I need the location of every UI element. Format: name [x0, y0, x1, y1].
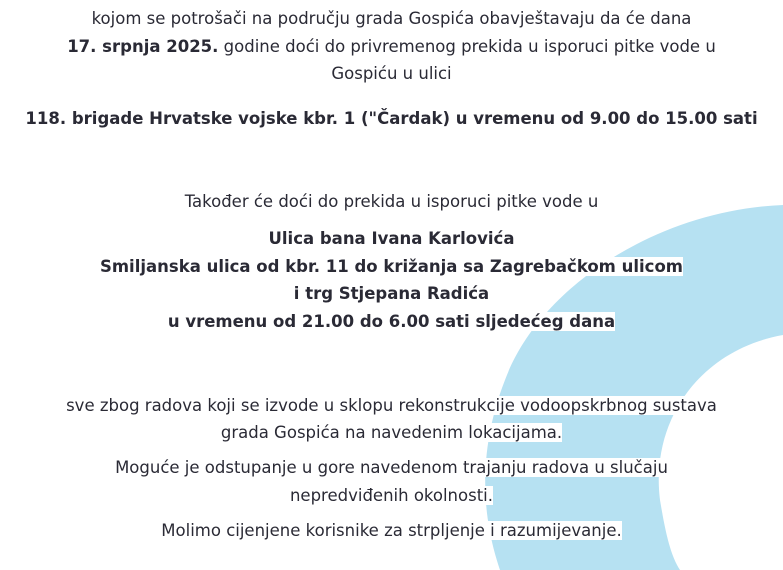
street-1-text: Ulica bana Ivana Karlovića — [268, 229, 515, 248]
deviation-text-2: nepredviđenih okolnosti. — [289, 486, 494, 505]
reason-line-2 — [0, 423, 783, 443]
street-2-text: Smiljanska ulica od kbr. 11 do križanja sa Zagrebačkom ulicom — [99, 257, 683, 276]
intro-text-1: kojom se potrošači na području grada Gospića obavještavaju da će dana — [91, 9, 692, 28]
location-1 — [0, 109, 783, 129]
intro-line-3 — [0, 64, 783, 84]
also-line — [0, 192, 783, 212]
location-1-text: 118. brigade Hrvatske vojske kbr. 1 ("Čardak) u vremenu od 9.00 do 15.00 sati — [25, 109, 758, 128]
street-1 — [0, 229, 783, 249]
reason-line-1 — [0, 396, 783, 416]
street-2 — [0, 257, 783, 277]
street-3-text: i trg Stjepana Radića — [293, 284, 490, 303]
street-time-text: u vremenu od 21.00 do 6.00 sati sljedećeg dana — [167, 312, 616, 331]
also-text: Također će doći do prekida u isporuci pitke vode u — [184, 192, 599, 211]
intro-line-1 — [0, 9, 783, 29]
street-time — [0, 312, 783, 332]
thanks-line — [0, 521, 783, 541]
deviation-line-2 — [0, 486, 783, 506]
deviation-text-1: Moguće je odstupanje u gore navedenom trajanju radova u slučaju — [115, 458, 668, 477]
thanks-text: Molimo cijenjene korisnike za strpljenje i razumijevanje. — [161, 521, 622, 540]
reason-text-1: sve zbog radova koji se izvode u sklopu rekonstrukcije vodoopskrbnog sustava — [66, 396, 717, 415]
reason-text-2: grada Gospića na navedenim lokacijama. — [220, 423, 563, 442]
intro-line-2 — [0, 37, 783, 57]
street-3 — [0, 284, 783, 304]
outage-date: 17. srpnja 2025. — [67, 37, 219, 56]
intro-text-2: godine doći do privremenog prekida u isporuci pitke vode u — [218, 37, 716, 56]
deviation-line-1 — [0, 458, 783, 478]
intro-text-3: Gospiću u ulici — [331, 64, 452, 83]
